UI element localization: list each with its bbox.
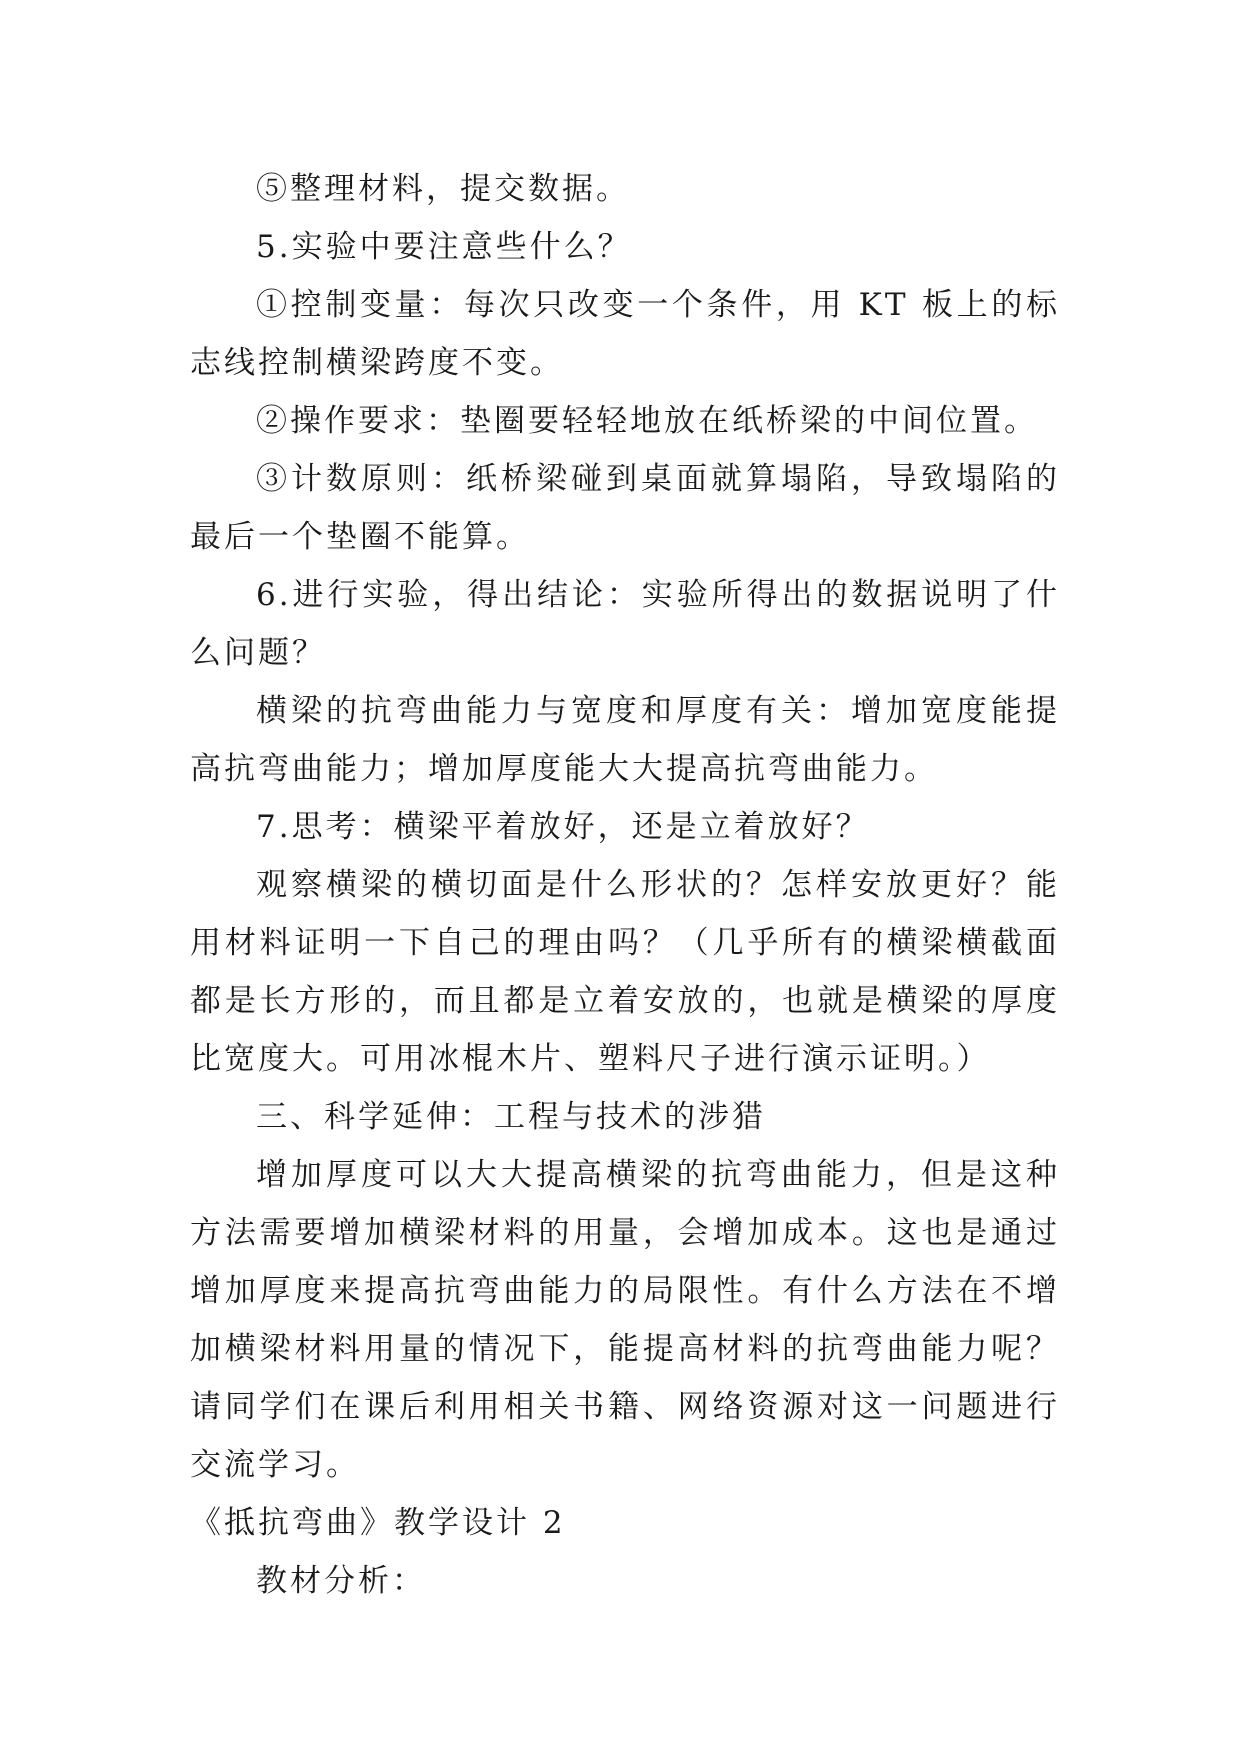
extension-paragraph: 增加厚度可以大大提高横梁的抗弯曲能力，但是这种方法需要增加横梁材料的用量，会增加成本。这也是通过增加厚度来提高抗弯曲能力的局限性。有什么方法在不增加横梁材料用量的情况下，能提高材料的抗弯曲能力呢？请同学们在课后利用相关书籍、网络资源对这一问题进行交流学习。 [190,1157,1060,1483]
note-operation: ②操作要求：垫圈要轻轻地放在纸桥梁的中间位置。 [256,403,1038,439]
conclusion-paragraph: 横梁的抗弯曲能力与宽度和厚度有关：增加宽度能提高抗弯曲能力；增加厚度能大大提高抗弯曲能力。 [190,693,1060,787]
section-3-heading: 三、科学延伸：工程与技术的涉猎 [256,1099,766,1135]
step-5-item: ⑤整理材料，提交数据。 [256,171,630,207]
question-5-heading: 5.实验中要注意些什么？ [256,229,632,265]
observation-paragraph: 观察横梁的横切面是什么形状的？怎样安放更好？能用材料证明一下自己的理由吗？（几乎所有的横梁横截面都是长方形的，而且都是立着安放的，也就是横梁的厚度比宽度大。可用冰棍木片、塑料尺子进行演示证明。） [190,867,1060,1077]
design-2-title: 《抵抗弯曲》教学设计 2 [190,1505,566,1541]
document-body [190,160,1060,1610]
question-6-heading: 6.进行实验，得出结论：实验所得出的数据说明了什么问题？ [190,577,1060,671]
note-control-variables: ①控制变量：每次只改变一个条件，用 KT 板上的标志线控制横梁跨度不变。 [190,287,1060,381]
note-counting: ③计数原则：纸桥梁碰到桌面就算塌陷，导致塌陷的最后一个垫圈不能算。 [190,461,1060,555]
textbook-analysis-heading: 教材分析： [256,1563,426,1599]
question-7-heading: 7.思考：横梁平着放好，还是立着放好？ [256,809,870,845]
